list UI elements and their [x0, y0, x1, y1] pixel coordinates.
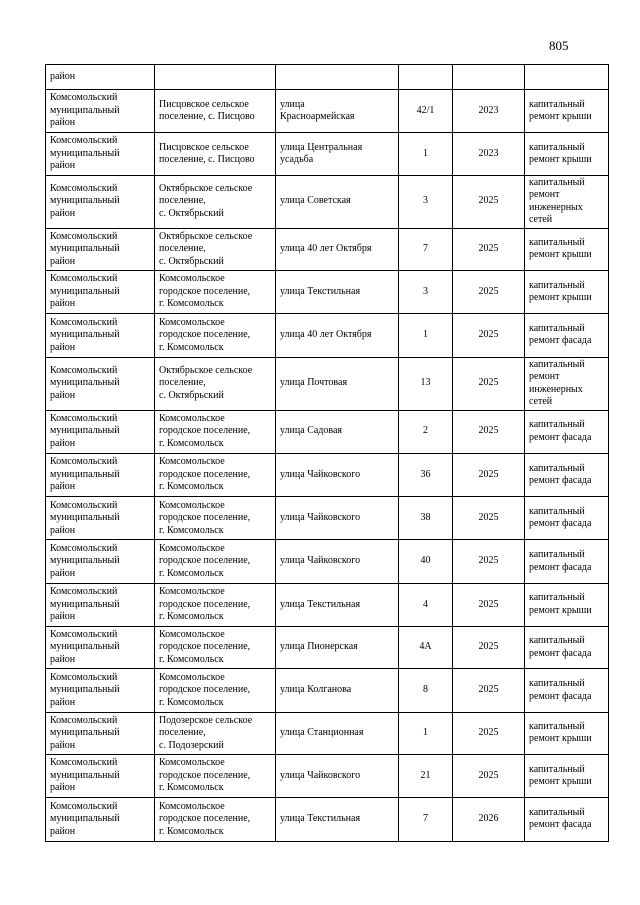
district-cell-line: муниципальный: [50, 425, 120, 437]
work-type-cell-line: ремонт крыши: [529, 292, 592, 304]
year-cell: 2025: [453, 314, 525, 357]
work-type-cell: [525, 133, 609, 175]
settlement-cell-line: г. Комсомольск: [159, 696, 224, 708]
settlement-cell-line: Подозерское сельское: [159, 714, 253, 726]
street-cell-line: Красноармейская: [280, 111, 355, 123]
district-cell-line: район: [50, 389, 76, 401]
street-cell: [276, 175, 399, 228]
work-type-cell: [525, 270, 609, 313]
table-row: [46, 627, 609, 669]
district-cell: [46, 540, 155, 583]
work-type-cell: [525, 798, 609, 841]
house-cell: [399, 65, 453, 90]
table-row: [46, 133, 609, 175]
settlement-cell-line: городское поселение,: [159, 468, 251, 480]
district-cell-line: район: [50, 481, 76, 493]
district-cell-line: Комсомольский: [50, 671, 118, 683]
district-cell: [46, 133, 155, 175]
work-type-cell: [525, 410, 609, 453]
settlement-cell: [155, 453, 276, 496]
work-type-cell: [525, 583, 609, 626]
district-cell-line: Комсомольский: [50, 628, 118, 640]
house-cell: 1: [399, 712, 453, 754]
table-row: [46, 270, 609, 313]
district-cell: [46, 270, 155, 313]
settlement-cell: [155, 669, 276, 712]
street-cell-line: улица Текстильная: [280, 598, 361, 610]
year-cell: 2025: [453, 669, 525, 712]
settlement-cell-line: Октябрьское сельское: [159, 182, 253, 194]
district-cell-line: муниципальный: [50, 769, 120, 781]
settlement-cell-line: городское поселение,: [159, 684, 251, 696]
street-cell: [276, 228, 399, 270]
settlement-cell: [155, 65, 276, 90]
street-cell: [276, 453, 399, 496]
street-cell-line: улица: [280, 98, 305, 110]
work-type-cell: [525, 497, 609, 540]
district-cell-line: район: [50, 207, 76, 219]
district-cell: [46, 583, 155, 626]
work-type-cell: [525, 453, 609, 496]
settlement-cell-line: городское поселение,: [159, 813, 251, 825]
settlement-cell-line: г. Комсомольск: [159, 825, 224, 837]
settlement-cell-line: городское поселение,: [159, 512, 251, 524]
settlement-cell-line: Комсомольское: [159, 671, 225, 683]
settlement-cell-line: г. Комсомольск: [159, 437, 224, 449]
district-cell-line: муниципальный: [50, 555, 120, 567]
district-cell-line: район: [50, 298, 76, 310]
year-cell: 2025: [453, 754, 525, 797]
settlement-cell-line: Комсомольское: [159, 542, 225, 554]
street-cell: [276, 90, 399, 133]
district-cell: [46, 175, 155, 228]
district-cell-line: район: [50, 255, 76, 267]
settlement-cell: [155, 133, 276, 175]
district-cell: [46, 228, 155, 270]
settlement-cell-line: г. Комсомольск: [159, 611, 224, 623]
year-cell: 2025: [453, 583, 525, 626]
district-cell-line: муниципальный: [50, 104, 120, 116]
settlement-cell-line: городское поселение,: [159, 329, 251, 341]
work-type-cell: [525, 540, 609, 583]
district-cell-line: Комсомольский: [50, 316, 118, 328]
settlement-cell: [155, 798, 276, 841]
work-type-cell-line: ремонт фасада: [529, 475, 592, 487]
district-cell-line: муниципальный: [50, 684, 120, 696]
house-cell: 36: [399, 453, 453, 496]
district-cell-line: муниципальный: [50, 468, 120, 480]
district-cell-line: район: [50, 437, 76, 449]
continuation-row: [46, 65, 609, 90]
table-row: [46, 410, 609, 453]
settlement-cell-line: г. Комсомольск: [159, 782, 224, 794]
year-cell: 2023: [453, 133, 525, 175]
year-cell: 2025: [453, 712, 525, 754]
street-cell: [276, 133, 399, 175]
district-cell-line: Комсомольский: [50, 542, 118, 554]
district-cell: [46, 627, 155, 669]
work-type-cell: [525, 712, 609, 754]
district-cell: [46, 90, 155, 133]
district-cell-line: район: [50, 696, 76, 708]
year-cell: [453, 65, 525, 90]
work-type-cell-line: капитальный: [529, 678, 585, 689]
street-cell: [276, 497, 399, 540]
street-cell-line: улица Текстильная: [280, 813, 361, 825]
year-cell: 2025: [453, 357, 525, 410]
settlement-cell-line: с. Октябрьский: [159, 207, 224, 219]
table-row: [46, 754, 609, 797]
work-type-cell-line: ремонт фасада: [529, 561, 592, 573]
settlement-cell-line: Комсомольское: [159, 628, 225, 640]
repair-registry-table: [45, 64, 609, 842]
street-cell: [276, 314, 399, 357]
year-cell: 2025: [453, 627, 525, 669]
district-cell-line: район: [50, 653, 76, 665]
work-type-cell: [525, 314, 609, 357]
work-type-cell-line: ремонт: [529, 189, 560, 201]
settlement-cell: [155, 712, 276, 754]
settlement-cell-line: Комсомольское: [159, 800, 225, 812]
work-type-cell-line: инженерных: [529, 201, 583, 213]
street-cell-line: улица Садовая: [280, 425, 343, 437]
district-cell-line: муниципальный: [50, 329, 120, 341]
street-cell-line: улица Почтовая: [280, 377, 348, 389]
year-cell: 2025: [453, 270, 525, 313]
district-cell-line: Комсомольский: [50, 586, 118, 598]
district-cell-line: Комсомольский: [50, 92, 118, 104]
settlement-cell-line: с. Подозерский: [159, 739, 224, 751]
work-type-cell: [525, 627, 609, 669]
district-cell-line: муниципальный: [50, 243, 120, 255]
house-cell: 3: [399, 270, 453, 313]
table-row: [46, 228, 609, 270]
district-cell-line: район: [50, 524, 76, 536]
street-cell: [276, 798, 399, 841]
district-cell-line: Комсомольский: [50, 273, 118, 285]
work-type-cell-line: ремонт крыши: [529, 111, 592, 123]
work-type-cell-line: капитальный: [529, 592, 585, 604]
district-cell-line: Комсомольский: [50, 456, 118, 468]
street-cell: [276, 754, 399, 797]
work-type-cell-line: капитальный: [529, 806, 585, 818]
work-type-cell-line: ремонт фасада: [529, 690, 592, 702]
district-cell-line: район: [50, 825, 76, 837]
street-cell-line: улица Станционная: [280, 727, 364, 739]
district-cell-line: Комсомольский: [50, 412, 118, 424]
page-number: 805: [549, 38, 569, 53]
settlement-cell-line: Комсомольское: [159, 757, 225, 769]
work-type-cell-line: ремонт крыши: [529, 604, 592, 616]
settlement-cell-line: городское поселение,: [159, 641, 251, 653]
street-cell-line: улица Чайковского: [280, 555, 361, 567]
work-type-cell-line: ремонт крыши: [529, 249, 592, 261]
year-cell: 2025: [453, 410, 525, 453]
settlement-cell-line: Комсомольское: [159, 499, 225, 511]
table-row: [46, 669, 609, 712]
street-cell: [276, 410, 399, 453]
settlement-cell: [155, 627, 276, 669]
district-cell-line: район: [50, 739, 76, 751]
street-cell-line: улица 40 лет Октября: [280, 329, 372, 341]
house-cell: 1: [399, 314, 453, 357]
district-cell-line: район: [50, 567, 76, 579]
work-type-cell-line: капитальный: [529, 236, 585, 248]
street-cell-line: улица Центральная: [280, 141, 363, 153]
settlement-cell-line: Комсомольское: [159, 412, 225, 424]
year-cell: 2025: [453, 453, 525, 496]
settlement-cell-line: Комсомольское: [159, 586, 225, 598]
settlement-cell-line: городское поселение,: [159, 598, 251, 610]
work-type-cell-line: капитальный: [529, 462, 585, 474]
district-cell-line: Комсомольский: [50, 364, 118, 376]
settlement-cell-line: городское поселение,: [159, 769, 251, 781]
settlement-cell: [155, 410, 276, 453]
house-cell: 13: [399, 357, 453, 410]
district-cell-line: муниципальный: [50, 285, 120, 297]
work-type-cell: [525, 65, 609, 90]
district-cell-line: муниципальный: [50, 195, 120, 207]
settlement-cell: [155, 270, 276, 313]
work-type-cell-line: ремонт крыши: [529, 154, 592, 166]
settlement-cell-line: Октябрьское сельское: [159, 364, 253, 376]
street-cell: [276, 712, 399, 754]
work-type-cell-line: капитальный: [529, 505, 585, 517]
work-type-cell-line: капитальный: [529, 358, 585, 370]
year-cell: 2023: [453, 90, 525, 133]
house-cell: 4: [399, 583, 453, 626]
work-type-cell-line: капитальный: [529, 141, 585, 153]
table-row: [46, 798, 609, 841]
street-cell: [276, 270, 399, 313]
settlement-cell-line: поселение, с. Писцово: [159, 111, 255, 123]
work-type-cell-line: ремонт фасада: [529, 335, 592, 347]
work-type-cell-line: ремонт фасада: [529, 431, 592, 443]
settlement-cell-line: г. Комсомольск: [159, 524, 224, 536]
district-cell-line: район: [50, 117, 76, 129]
district-cell: [46, 453, 155, 496]
district-cell-line: Комсомольский: [50, 757, 118, 769]
street-cell-line: улица Колганова: [280, 684, 352, 696]
year-cell: 2025: [453, 497, 525, 540]
work-type-cell: [525, 228, 609, 270]
district-cell: [46, 410, 155, 453]
work-type-cell-line: капитальный: [529, 549, 585, 561]
street-cell-line: улица Чайковского: [280, 468, 361, 480]
street-cell-line: улица Советская: [280, 195, 351, 207]
settlement-cell-line: городское поселение,: [159, 285, 251, 297]
district-cell: [46, 669, 155, 712]
street-cell: [276, 627, 399, 669]
table-row: [46, 540, 609, 583]
settlement-cell-line: Комсомольское: [159, 456, 225, 468]
district-cell: [46, 357, 155, 410]
house-cell: 21: [399, 754, 453, 797]
district-cell-line: муниципальный: [50, 377, 120, 389]
house-cell: 1: [399, 133, 453, 175]
settlement-cell: [155, 583, 276, 626]
work-type-cell: [525, 90, 609, 133]
work-type-cell-line: ремонт: [529, 371, 560, 383]
street-cell: [276, 583, 399, 626]
street-cell-line: улица Чайковского: [280, 512, 361, 524]
work-type-cell-line: ремонт крыши: [529, 776, 592, 788]
district-cell-line: район: [50, 611, 76, 623]
table-row: [46, 175, 609, 228]
settlement-cell-line: г. Комсомольск: [159, 481, 224, 493]
settlement-cell: [155, 357, 276, 410]
year-cell: 2026: [453, 798, 525, 841]
settlement-cell-line: городское поселение,: [159, 425, 251, 437]
work-type-cell-line: капитальный: [529, 720, 585, 732]
street-cell-line: улица Чайковского: [280, 769, 361, 781]
house-cell: 42/1: [399, 90, 453, 133]
street-cell-line: улица Текстильная: [280, 285, 361, 297]
district-cell: [46, 754, 155, 797]
work-type-cell-line: капитальный: [529, 279, 585, 291]
work-type-cell-line: ремонт фасада: [529, 518, 592, 530]
settlement-cell-line: с. Октябрьский: [159, 255, 224, 267]
work-type-cell: [525, 175, 609, 228]
work-type-cell-line: капитальный: [529, 176, 585, 188]
table-row: [46, 357, 609, 410]
settlement-cell: [155, 497, 276, 540]
street-cell: [276, 669, 399, 712]
street-cell: [276, 540, 399, 583]
house-cell: 38: [399, 497, 453, 540]
settlement-cell: [155, 540, 276, 583]
house-cell: 2: [399, 410, 453, 453]
settlement-cell-line: Писцовское сельское: [159, 141, 249, 153]
street-cell: [276, 357, 399, 410]
settlement-cell-line: поселение,: [159, 243, 206, 255]
street-cell-line: улица 40 лет Октября: [280, 243, 372, 255]
district-cell: [46, 65, 155, 90]
work-type-cell-line: ремонт крыши: [529, 733, 592, 745]
district-cell-line: Комсомольский: [50, 135, 118, 147]
year-cell: 2025: [453, 175, 525, 228]
district-cell-line: район: [50, 160, 76, 172]
settlement-cell-line: г. Комсомольск: [159, 567, 224, 579]
work-type-cell-line: капитальный: [529, 419, 585, 431]
settlement-cell: [155, 175, 276, 228]
district-cell: [46, 798, 155, 841]
settlement-cell-line: г. Комсомольск: [159, 653, 224, 665]
street-cell: [276, 65, 399, 90]
table-row: [46, 314, 609, 357]
district-cell-line: Комсомольский: [50, 499, 118, 511]
table-row: [46, 712, 609, 754]
street-cell-line: улица Пионерская: [280, 641, 358, 653]
district-cell-line: муниципальный: [50, 512, 120, 524]
settlement-cell-line: Октябрьское сельское: [159, 230, 253, 242]
district-cell-line: муниципальный: [50, 727, 120, 739]
work-type-cell-line: инженерных: [529, 383, 583, 395]
house-cell: 3: [399, 175, 453, 228]
house-cell: 4А: [399, 627, 453, 669]
table-row: [46, 90, 609, 133]
work-type-cell-line: капитальный: [529, 635, 585, 647]
settlement-cell-line: с. Октябрьский: [159, 389, 224, 401]
work-type-cell-line: капитальный: [529, 98, 585, 110]
work-type-cell-line: ремонт фасада: [529, 819, 592, 831]
settlement-cell: [155, 228, 276, 270]
work-type-cell-line: капитальный: [529, 763, 585, 775]
district-cell-line: Комсомольский: [50, 182, 118, 194]
work-type-cell-line: ремонт фасада: [529, 647, 592, 659]
settlement-cell-line: поселение,: [159, 377, 206, 389]
street-cell-line: усадьба: [280, 154, 314, 166]
house-cell: 40: [399, 540, 453, 583]
work-type-cell: [525, 357, 609, 410]
settlement-cell-line: г. Комсомольск: [159, 298, 224, 310]
district-cell-line: Комсомольский: [50, 230, 118, 242]
district-cell-line: муниципальный: [50, 598, 120, 610]
district-cell-line: муниципальный: [50, 147, 120, 159]
settlement-cell-line: Комсомольское: [159, 273, 225, 285]
table-row: [46, 453, 609, 496]
work-type-cell-line: сетей: [529, 396, 553, 408]
settlement-cell-line: поселение,: [159, 195, 206, 207]
district-cell-line: район: [50, 71, 76, 82]
table-row: [46, 583, 609, 626]
settlement-cell-line: Комсомольское: [159, 316, 225, 328]
year-cell: 2025: [453, 540, 525, 583]
settlement-cell-line: Писцовское сельское: [159, 98, 249, 110]
settlement-cell: [155, 314, 276, 357]
table-row: [46, 497, 609, 540]
house-cell: 7: [399, 798, 453, 841]
settlement-cell: [155, 754, 276, 797]
work-type-cell-line: сетей: [529, 214, 553, 226]
work-type-cell: [525, 669, 609, 712]
year-cell: 2025: [453, 228, 525, 270]
settlement-cell-line: городское поселение,: [159, 555, 251, 567]
work-type-cell: [525, 754, 609, 797]
district-cell: [46, 314, 155, 357]
district-cell-line: Комсомольский: [50, 714, 118, 726]
settlement-cell-line: г. Комсомольск: [159, 341, 224, 353]
settlement-cell-line: поселение, с. Писцово: [159, 154, 255, 166]
house-cell: 7: [399, 228, 453, 270]
house-cell: 8: [399, 669, 453, 712]
settlement-cell: [155, 90, 276, 133]
district-cell-line: район: [50, 341, 76, 353]
district-cell-line: Комсомольский: [50, 800, 118, 812]
district-cell-line: муниципальный: [50, 641, 120, 653]
district-cell: [46, 712, 155, 754]
settlement-cell-line: поселение,: [159, 727, 206, 739]
work-type-cell-line: капитальный: [529, 322, 585, 334]
district-cell-line: муниципальный: [50, 813, 120, 825]
district-cell-line: район: [50, 782, 76, 794]
district-cell: [46, 497, 155, 540]
